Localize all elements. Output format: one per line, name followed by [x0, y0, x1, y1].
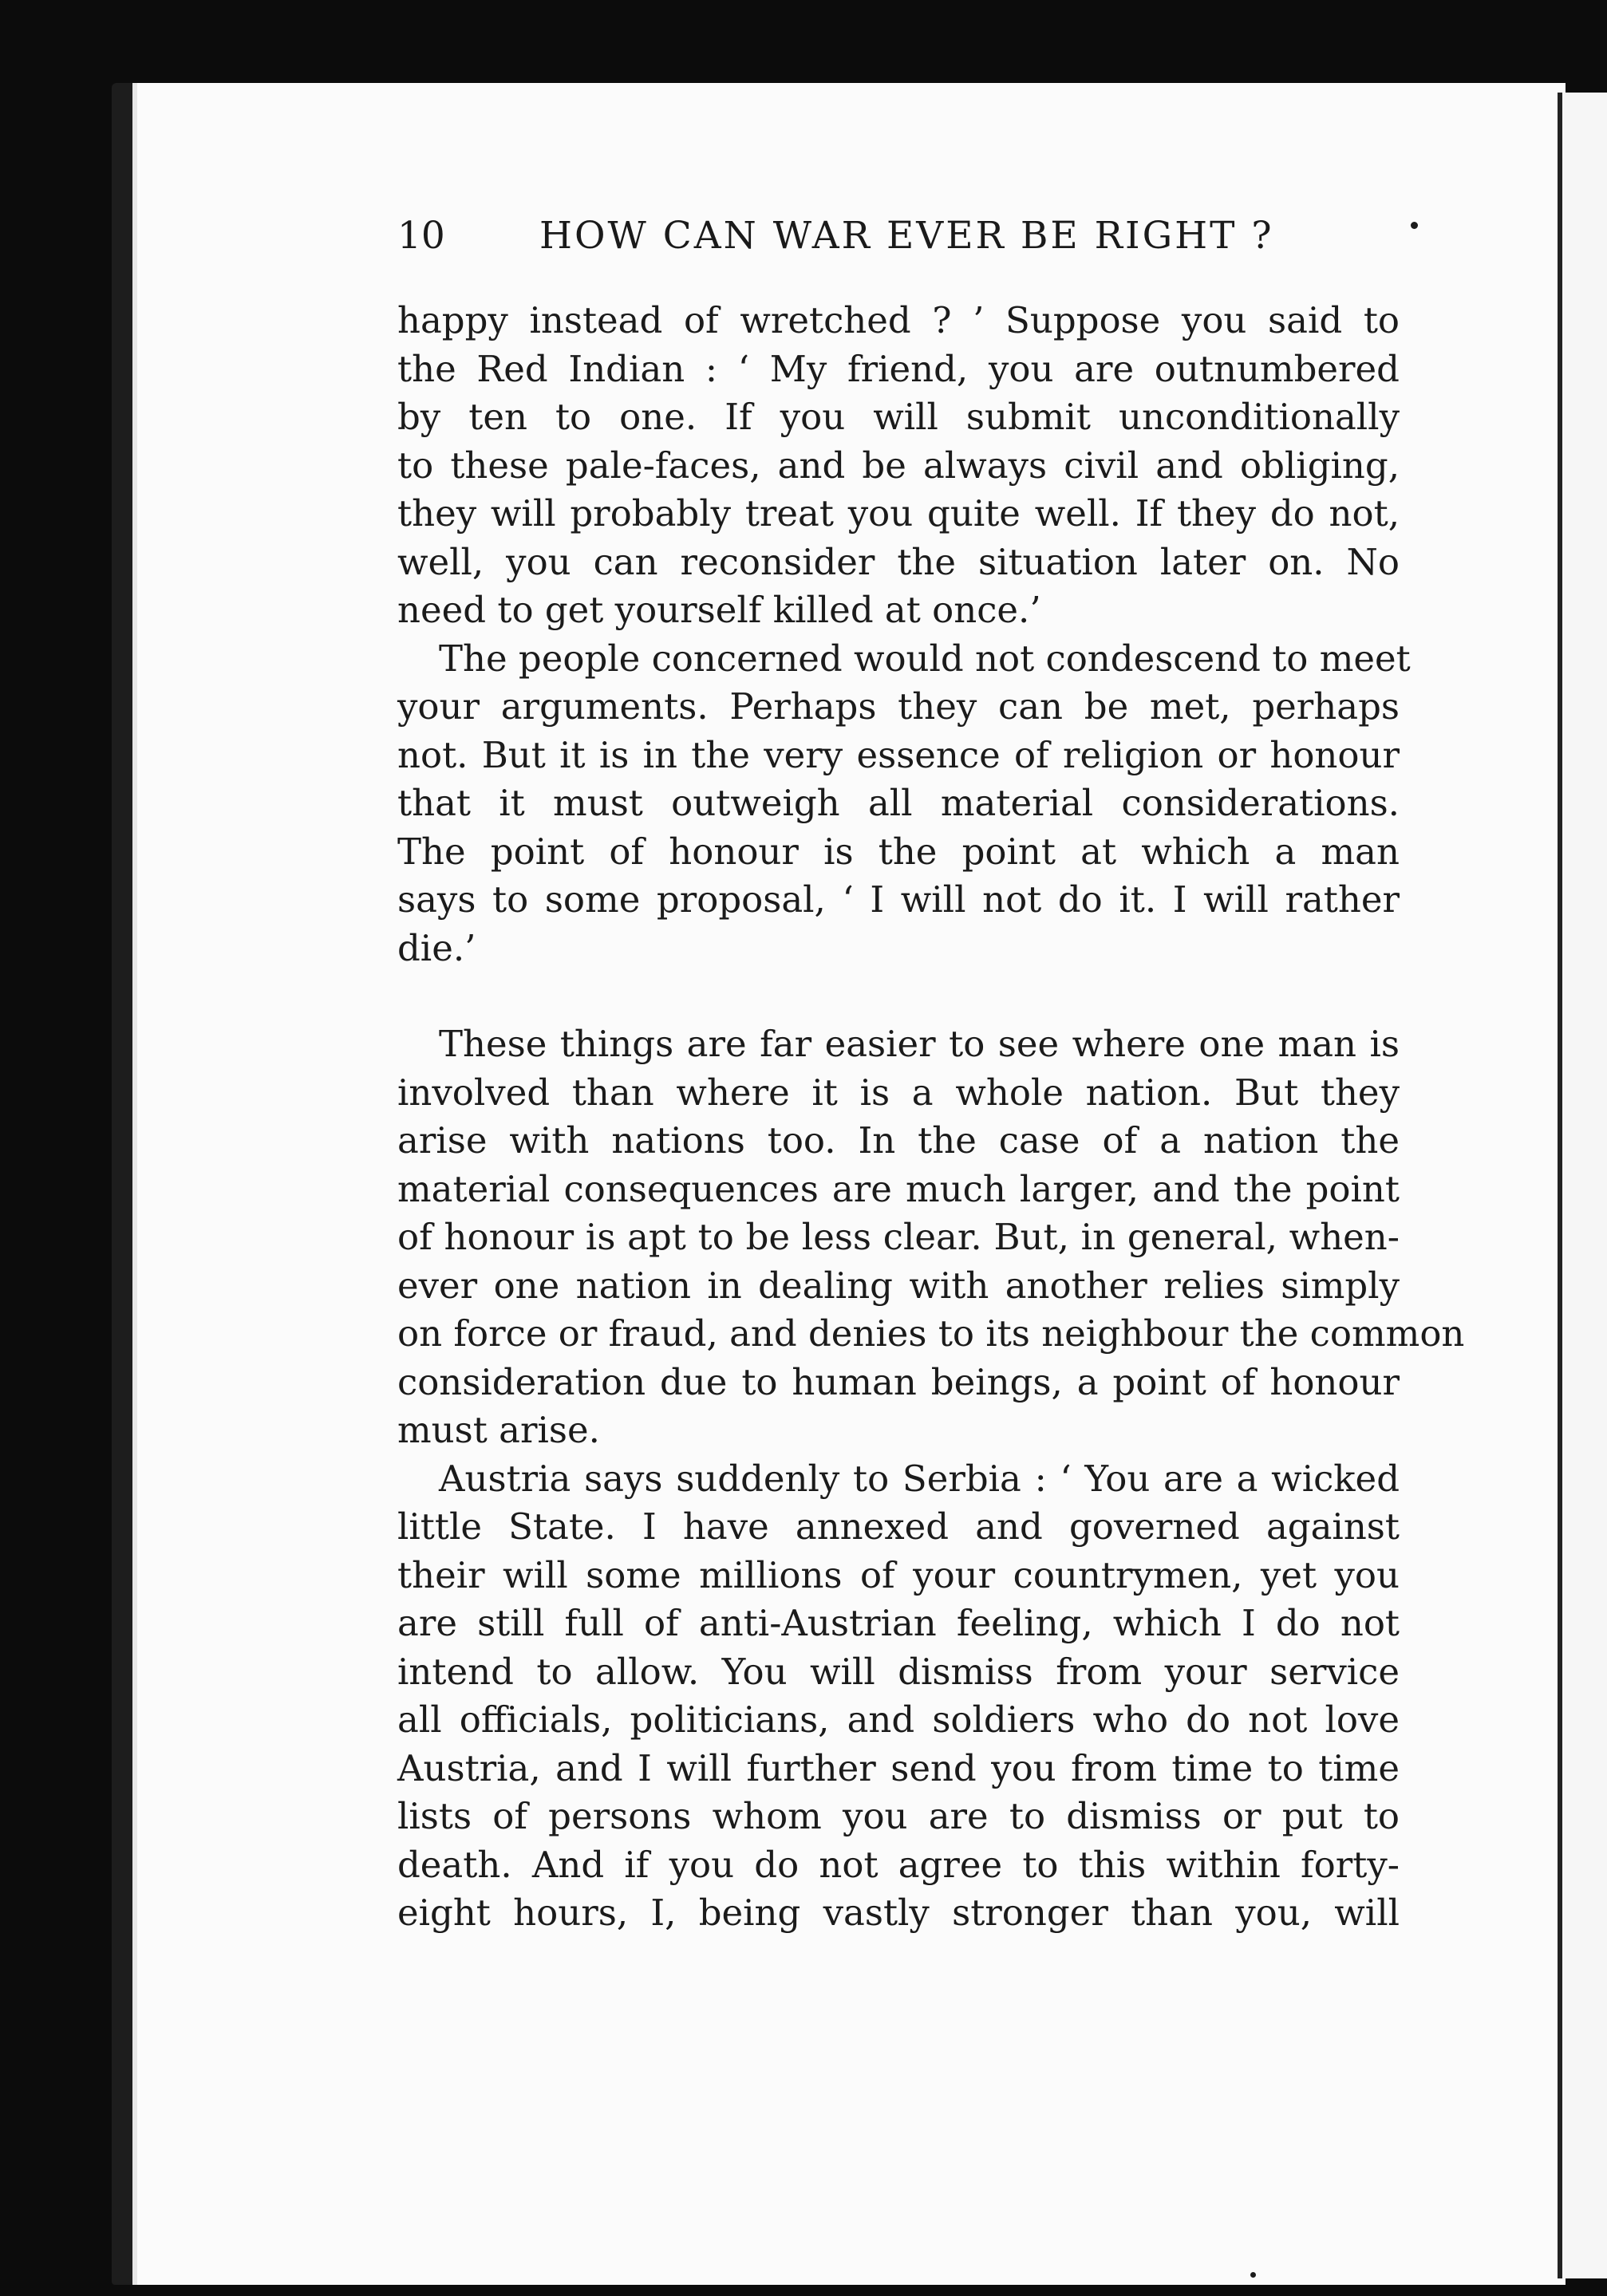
text-line: they will probably treat you quite well. If they do not, [397, 492, 1400, 535]
text-line: not. But it is in the very essence of religion or honour [397, 733, 1400, 776]
paragraph [397, 635, 1411, 973]
text-line: by ten to one. If you will submit unconditionally [397, 396, 1400, 438]
text-line: die.’ [397, 926, 476, 969]
text-line: happy instead of wretched ? ’ Suppose you said to [397, 299, 1400, 341]
text-line: says to some proposal, ‘ I will not do it. I will rather [397, 878, 1400, 921]
text-line: that it must outweigh all material considerations. [397, 782, 1400, 824]
page-gutter-edge [132, 83, 137, 2285]
text-line: on force or fraud, and denies to its neighbour the common [397, 1312, 1465, 1355]
text-line: consideration due to human beings, a point of honour [397, 1360, 1400, 1403]
text-line: need to get yourself killed at once.’ [397, 589, 1041, 631]
text-line: their will some millions of your countrymen, yet you [397, 1553, 1400, 1596]
text-line: to these pale-faces, and be always civil and obliging, [397, 444, 1400, 487]
paragraph [397, 297, 1400, 635]
text-line: eight hours, I, being vastly stronger than you, will [397, 1892, 1400, 1934]
text-line: of honour is apt to be less clear. But, in general, when- [397, 1216, 1400, 1258]
text-line: involved than where it is a whole nation. But they [397, 1071, 1400, 1114]
text-line: arise with nations too. In the case of a nation the [397, 1119, 1400, 1162]
text-line: ever one nation in dealing with another relies simply [397, 1264, 1400, 1307]
running-title: HOW CAN WAR EVER BE RIGHT ? [539, 214, 1274, 258]
ink-speck [1250, 2272, 1256, 2278]
text-line: The point of honour is the point at which a man [397, 830, 1400, 873]
text-line: death. And if you do not agree to this within forty- [397, 1843, 1400, 1886]
adjacent-page-edge [1558, 93, 1607, 2278]
text-line: These things are far easier to see where one man is [439, 1023, 1400, 1065]
text-line: well, you can reconsider the situation later on. No [397, 540, 1400, 583]
paragraph [397, 1020, 1465, 1455]
text-line: Austria, and I will further send you from time to time [397, 1746, 1400, 1789]
text-line: all officials, politicians, and soldiers who do not love [397, 1698, 1400, 1741]
page-number: 10 [397, 214, 445, 258]
text-line: the Red Indian : ‘ My friend, you are outnumbered [397, 347, 1400, 390]
text-line: Austria says suddenly to Serbia : ‘ You are a wicked [439, 1457, 1400, 1500]
text-line: The people concerned would not condescend to meet [439, 637, 1411, 680]
text-line: are still full of anti-Austrian feeling, which I do not [397, 1602, 1400, 1644]
text-line: lists of persons whom you are to dismiss or put to [397, 1795, 1400, 1837]
paragraph [397, 1455, 1400, 1938]
text-line: your arguments. Perhaps they can be met, perhaps [397, 685, 1400, 728]
text-line: must arise. [397, 1409, 600, 1451]
text-line: material consequences are much larger, and the point [397, 1167, 1400, 1210]
running-head [397, 214, 1419, 270]
text-line: little State. I have annexed and governed against [397, 1505, 1400, 1548]
text-line: intend to allow. You will dismiss from your service [397, 1650, 1400, 1693]
body-text [397, 297, 1465, 1938]
